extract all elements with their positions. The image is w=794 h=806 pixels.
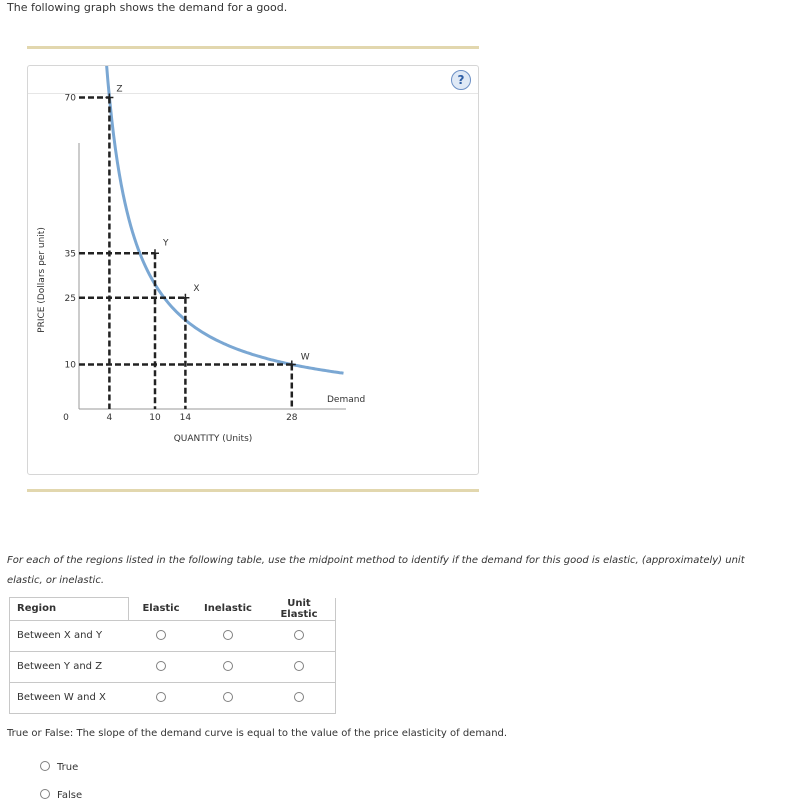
x-tick-label: 14 — [179, 413, 192, 423]
x-tick-label: 10 — [149, 413, 161, 423]
radio-wx-unit-elastic[interactable] — [294, 692, 304, 702]
question-text: For each of the regions listed in the following table, use the midpoint method to identify if the demand for this good is elastic, (approximately) unit elastic, or inelastic. — [7, 555, 745, 586]
radio-cell — [129, 651, 194, 682]
point-label-y: Y — [163, 238, 169, 249]
x-axis-label: QUANTITY (Units) — [173, 434, 253, 444]
y-axis-label: PRICE (Dollars per unit) — [37, 227, 47, 333]
radio-cell — [193, 620, 263, 651]
radio-xy-elastic[interactable] — [156, 630, 166, 640]
header-unit-elastic: Unit Elastic — [263, 598, 336, 621]
radio-cell — [193, 651, 263, 682]
demand-curve — [106, 66, 344, 373]
demand-curve-label: Demand — [327, 395, 366, 405]
header-region: Region — [10, 598, 129, 621]
radio-false[interactable] — [40, 789, 50, 799]
intro-text: The following graph shows the demand for a good. — [7, 1, 288, 14]
radio-xy-unit-elastic[interactable] — [294, 630, 304, 640]
header-inelastic: Inelastic — [204, 603, 252, 614]
option-false-label: False — [57, 790, 83, 801]
table-row — [10, 620, 336, 651]
radio-true[interactable] — [40, 761, 50, 771]
radio-yz-inelastic[interactable] — [223, 661, 233, 671]
x-tick-label: 28 — [286, 413, 298, 423]
point-label-z: Z — [116, 84, 123, 95]
radio-wx-inelastic[interactable] — [223, 692, 233, 702]
radio-cell — [193, 682, 263, 713]
true-false-question: True or False: The slope of the demand curve is equal to the value of the price elasticity of demand. — [7, 728, 508, 739]
radio-yz-unit-elastic[interactable] — [294, 661, 304, 671]
row-label: Between X and Y — [10, 620, 129, 651]
graph-panel — [27, 65, 479, 475]
point-label-w: W — [300, 352, 310, 363]
demand-graph — [28, 66, 478, 474]
elasticity-table — [9, 597, 336, 714]
help-icon[interactable]: ? — [451, 70, 471, 90]
origin-label: 0 — [63, 413, 69, 423]
x-tick-label: 4 — [106, 413, 113, 423]
point-label-x: X — [193, 283, 200, 294]
y-tick-label: 10 — [64, 360, 76, 371]
radio-cell — [263, 620, 336, 651]
y-tick-label: 35 — [64, 249, 76, 260]
radio-cell — [129, 620, 194, 651]
y-tick-label: 25 — [64, 293, 76, 304]
radio-cell — [129, 682, 194, 713]
table-row — [10, 651, 336, 682]
y-tick-label: 70 — [64, 93, 76, 104]
radio-wx-elastic[interactable] — [156, 692, 166, 702]
radio-cell — [263, 682, 336, 713]
option-true-label: True — [57, 762, 79, 773]
option-false[interactable] — [40, 790, 82, 801]
row-label: Between Y and Z — [10, 651, 129, 682]
top-divider — [27, 46, 479, 49]
row-label: Between W and X — [10, 682, 129, 713]
bottom-divider — [27, 489, 479, 492]
table-header-row — [10, 598, 336, 621]
radio-xy-inelastic[interactable] — [223, 630, 233, 640]
header-elastic: Elastic — [142, 603, 180, 614]
table-row — [10, 682, 336, 713]
option-true[interactable] — [40, 762, 78, 773]
radio-cell — [263, 651, 336, 682]
radio-yz-elastic[interactable] — [156, 661, 166, 671]
